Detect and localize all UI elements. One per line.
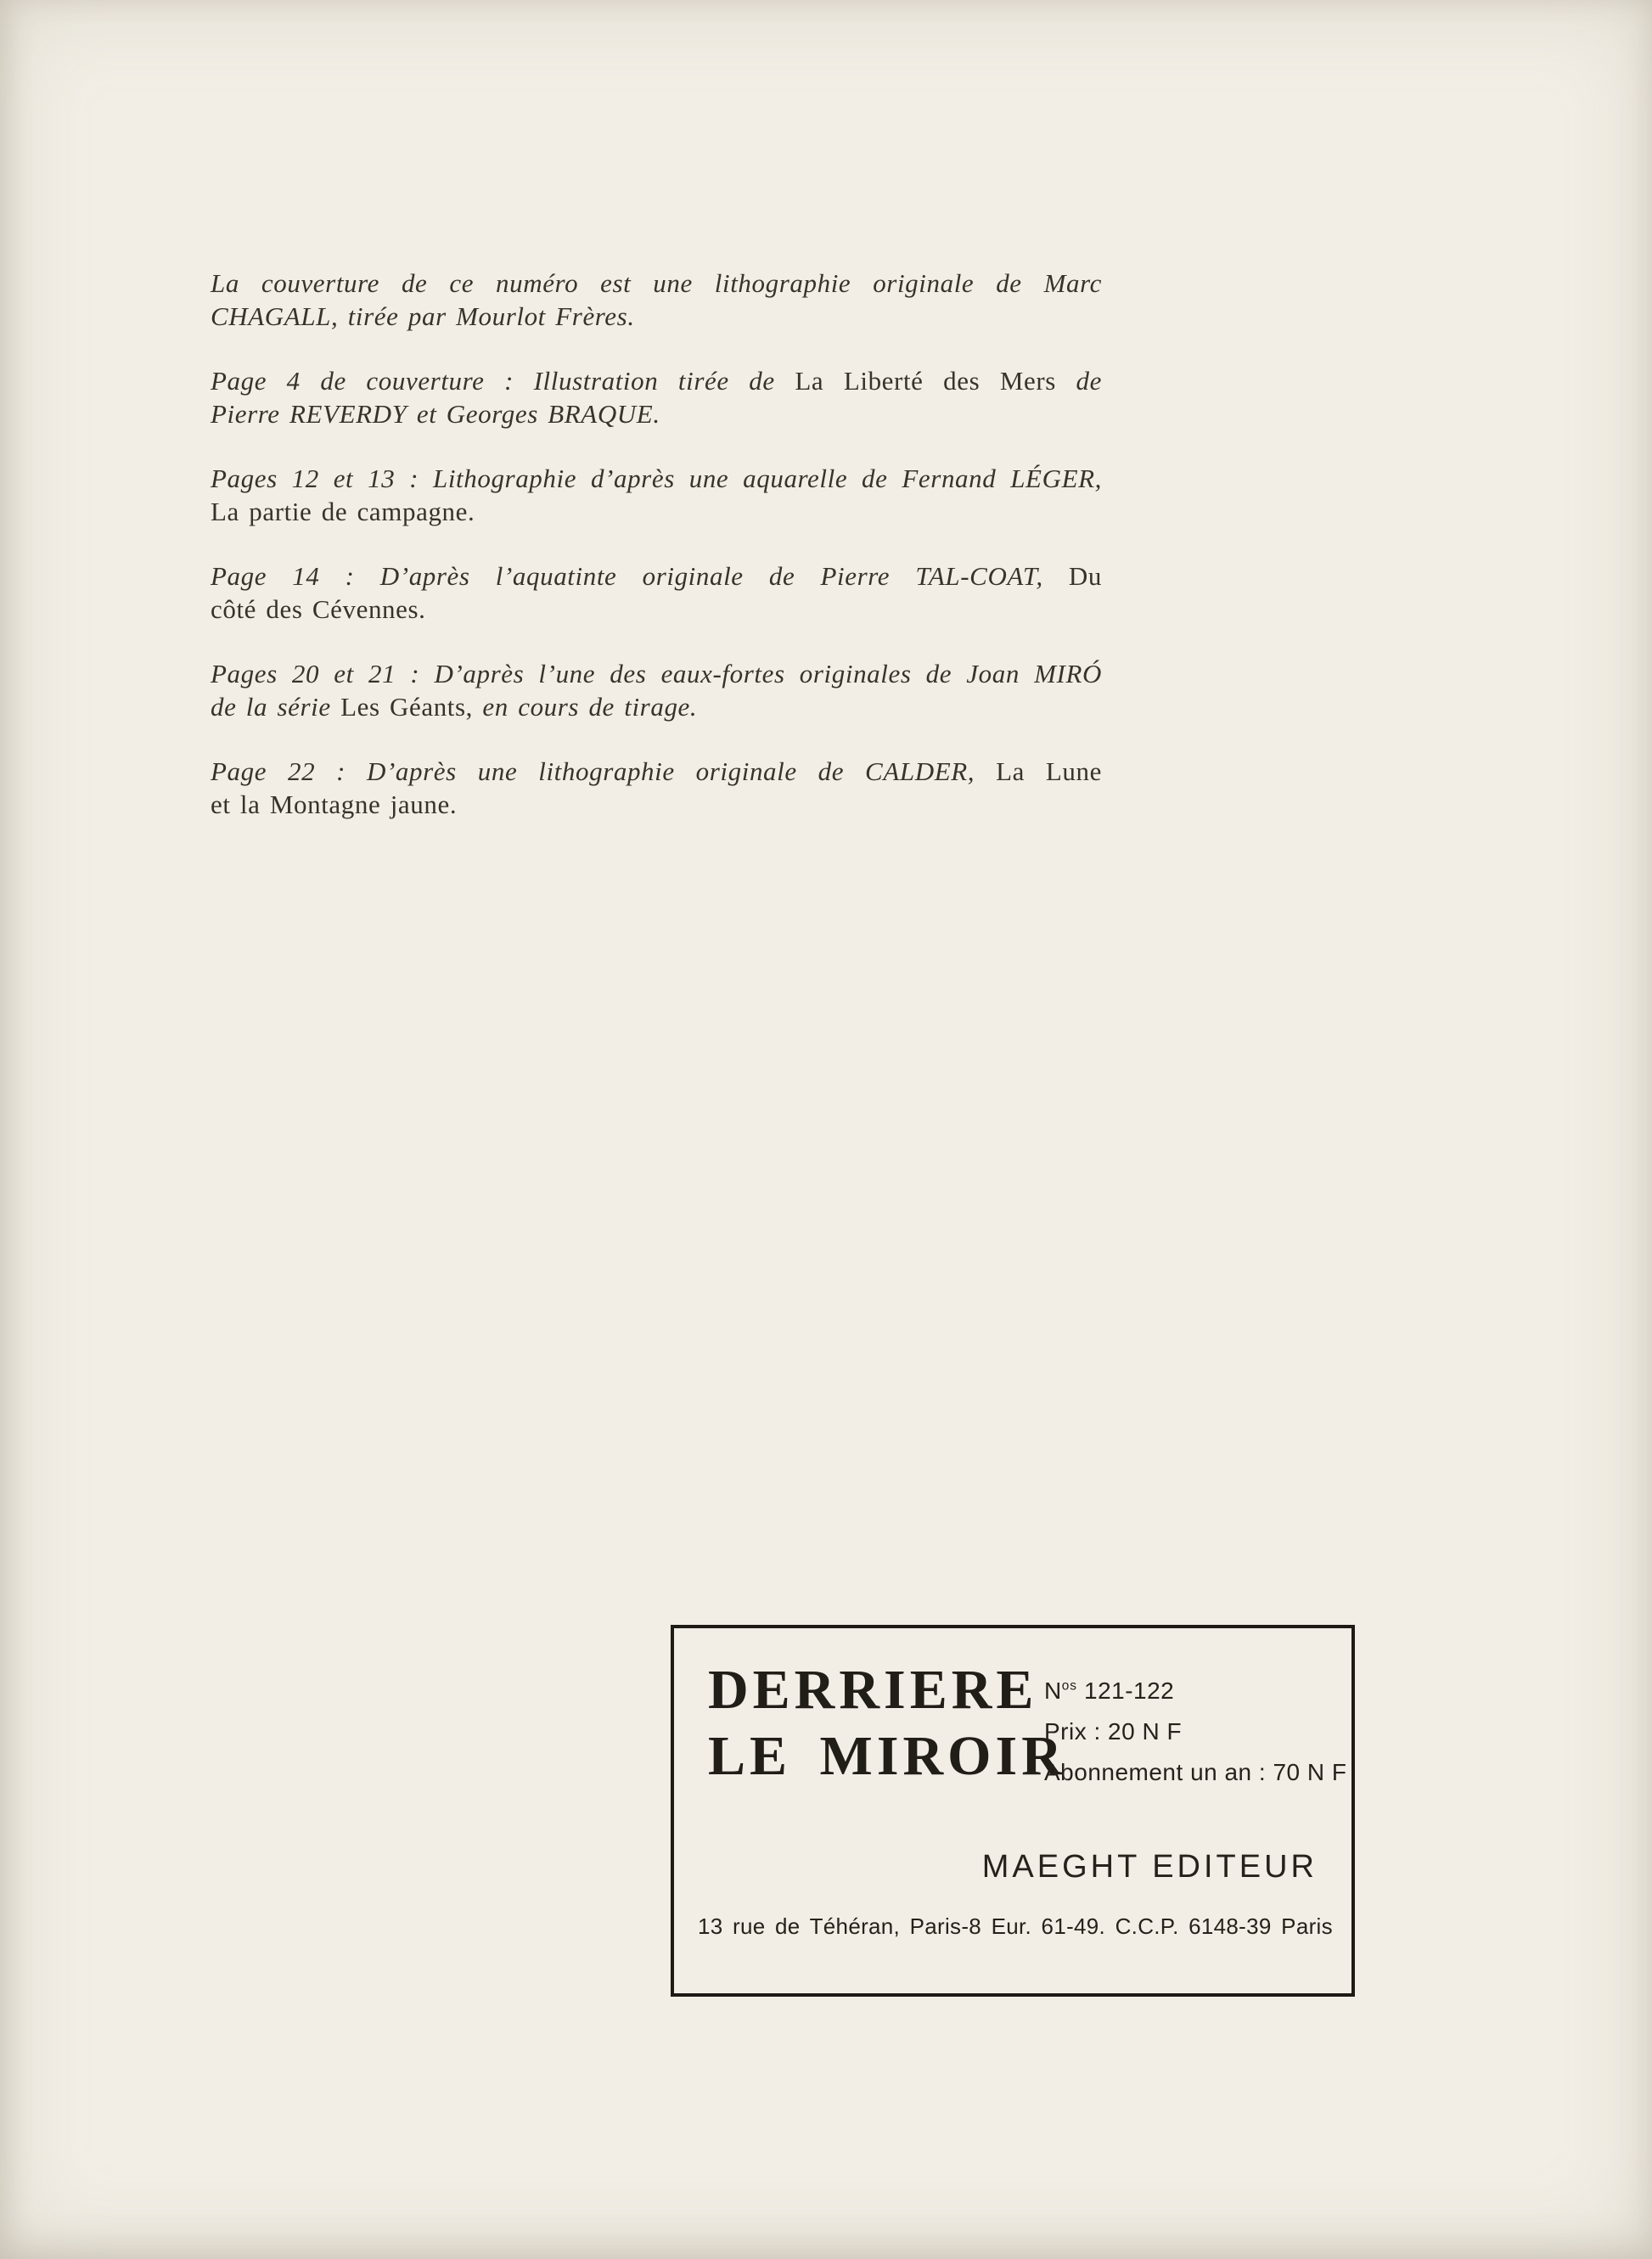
price-line: Prix : 20 N F (1044, 1718, 1183, 1745)
credit-line (211, 267, 1102, 300)
issue-number-line (1044, 1677, 1174, 1705)
credit-line (211, 788, 1102, 821)
credit-text: Page 14 : D’après l’aquatinte originale de Pierre TAL-COAT, (211, 561, 1069, 591)
credit-paragraph (211, 462, 1102, 528)
credit-text: Page 4 de couverture : Illustration tirée de (211, 366, 795, 396)
credit-text: La couverture de ce numéro est une lithographie originale de Marc (211, 268, 1102, 298)
issue-numbers: 121-122 (1084, 1677, 1175, 1704)
credit-line (211, 690, 1102, 723)
credit-line (211, 462, 1102, 495)
credit-text: Page 22 : D’après une lithographie originale de CALDER, (211, 756, 997, 786)
credit-line (211, 755, 1102, 788)
issue-prefix: N (1044, 1677, 1062, 1704)
credit-text: de la série (211, 692, 341, 722)
artwork-title-text: Du (1068, 561, 1102, 591)
publisher-name: MAEGHT EDITEUR (981, 1849, 1318, 1885)
credit-paragraph (211, 755, 1102, 821)
magazine-title-line2: LE MIROIR (708, 1725, 1066, 1787)
credit-line (211, 593, 1102, 626)
credit-line (211, 300, 1102, 333)
subscription-line: Abonnement un an : 70 N F (1044, 1759, 1347, 1785)
artwork-title-text: La partie de campagne. (211, 497, 475, 526)
credit-text: en cours de tirage. (473, 692, 698, 722)
credit-line (211, 364, 1102, 397)
magazine-title (708, 1657, 1066, 1790)
credit-line (211, 397, 1102, 430)
credit-paragraph (211, 657, 1102, 723)
credit-paragraph (211, 267, 1102, 333)
colophon-box (671, 1625, 1355, 1997)
artwork-title-text: côté des Cévennes. (211, 594, 426, 624)
credit-text: Pages 20 et 21 : D’après l’une des eaux-fortes originales de Joan MIRÓ (211, 659, 1102, 688)
credit-text: Pierre REVERDY et Georges BRAQUE. (211, 399, 660, 429)
credits-block (211, 267, 1102, 852)
artwork-title-text: La Lune (996, 756, 1102, 786)
artwork-title-text: et la Montagne jaune. (211, 790, 458, 819)
magazine-title-line1: DERRIERE (708, 1659, 1038, 1721)
artwork-title-text: Les Géants, (340, 692, 474, 722)
credit-text: Pages 12 et 13 : Lithographie d’après une aquarelle de Fernand LÉGER, (211, 464, 1102, 493)
issue-superscript: os (1061, 1678, 1077, 1694)
artwork-title-text: La Liberté des Mers (795, 366, 1056, 396)
publisher-address: 13 rue de Téhéran, Paris-8 Eur. 61-49. C.C.P. 6148-39 Paris (698, 1913, 1333, 1939)
credit-paragraph (211, 364, 1102, 430)
credit-text: CHAGALL, tirée par Mourlot Frères. (211, 301, 635, 331)
credit-line (211, 495, 1102, 528)
credit-line (211, 559, 1102, 593)
credit-text: de (1055, 366, 1102, 396)
credit-line (211, 657, 1102, 690)
credit-paragraph (211, 559, 1102, 626)
